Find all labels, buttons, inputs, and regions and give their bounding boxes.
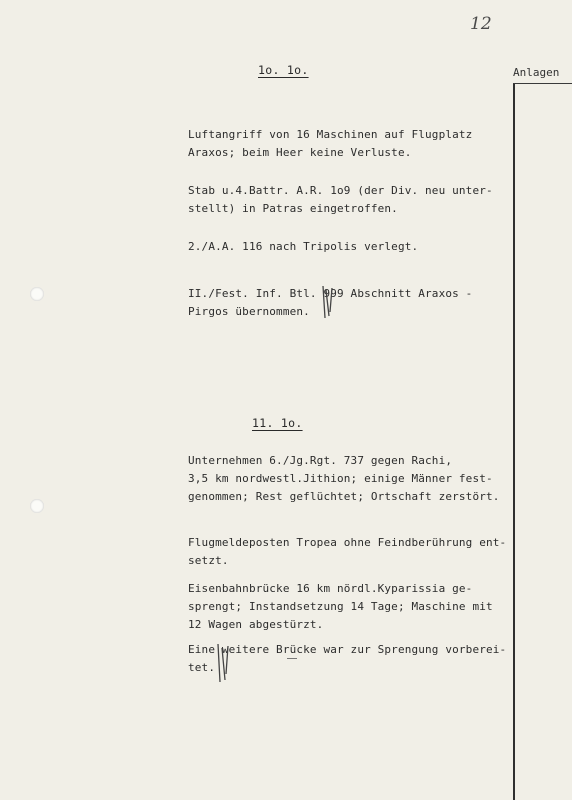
entry-1-1: Luftangriff von 16 Maschinen auf Flugplatz Araxos; beim Heer keine Verluste.	[188, 128, 473, 159]
entry-2-4: Eine weitere Brücke war zur Sprengung vorberei- tet.	[188, 643, 507, 674]
entry-2-1: Unternehmen 6./Jg.Rgt. 737 gegen Rachi, 3,5 km nordwestl.Jithion; einige Männer fest- genommen; Rest geflüchtet; Ortschaft zerstört.	[188, 454, 500, 503]
page-number: 12	[470, 14, 492, 34]
date-heading-1: 1o. 1o.	[258, 63, 309, 77]
entry-1-2: Stab u.4.Battr. A.R. 1o9 (der Div. neu unter- stellt) in Patras eingetroffen.	[188, 184, 493, 215]
margin-top-rule	[513, 83, 572, 84]
punch-hole-bottom	[30, 499, 44, 513]
date-heading-2: 11. 1o.	[252, 416, 303, 430]
entry-1-3: 2./A.A. 116 nach Tripolis verlegt.	[188, 240, 419, 253]
entry-2-3: Eisenbahnbrücke 16 km nördl.Kyparissia ge- sprengt; Instandsetzung 14 Tage; Maschine mit 12 Wagen abgestürzt.	[188, 582, 493, 631]
margin-rule	[513, 84, 515, 800]
margin-label: Anlagen	[513, 66, 560, 79]
entry-1-4: II./Fest. Inf. Btl. 999 Abschnitt Araxos - Pirgos übernommen.	[188, 287, 473, 318]
initials-mark-1	[318, 282, 338, 322]
entry-2-2: Flugmeldeposten Tropea ohne Feindberührung ent- setzt.	[188, 536, 507, 567]
punch-hole-top	[30, 287, 44, 301]
initials-mark-2	[213, 640, 233, 686]
pencil-dash-mark	[287, 658, 297, 659]
